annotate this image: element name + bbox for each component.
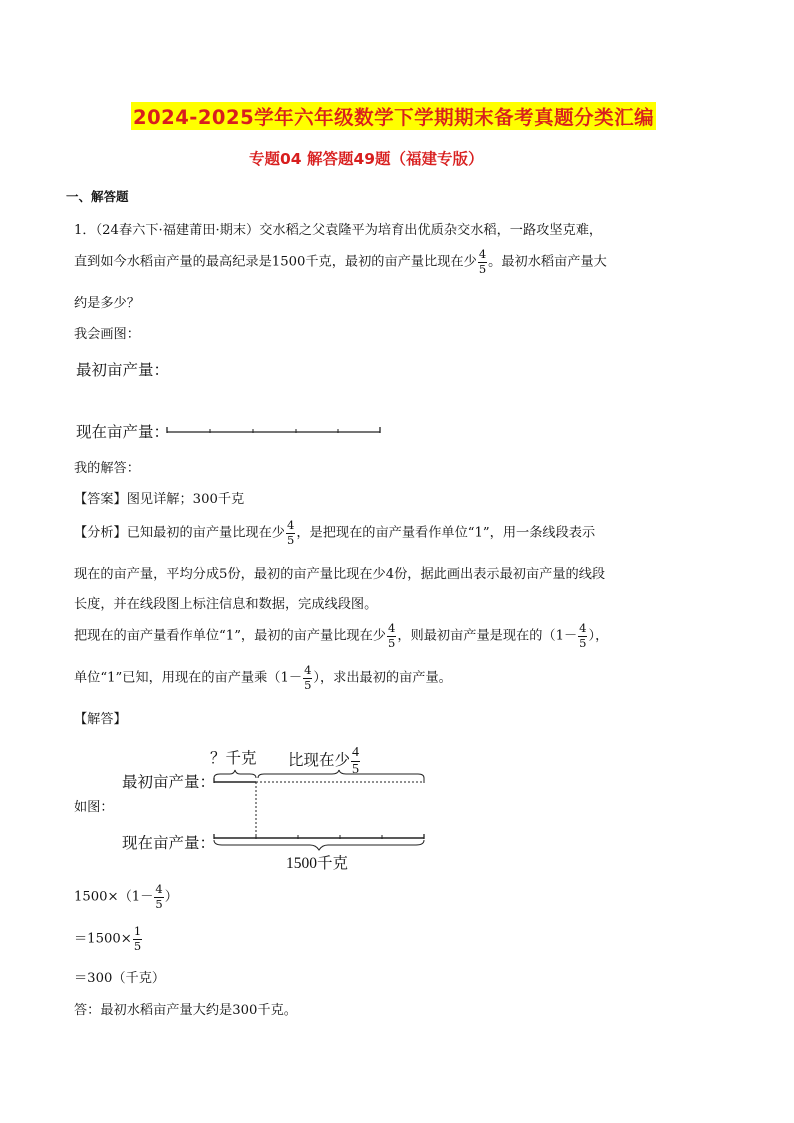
fraction: $\frac{4}{5}$ (155, 882, 163, 911)
solution-label: 【解答】 (74, 712, 127, 727)
my-answer-label: 我的解答： (74, 461, 140, 476)
less-than-current-label: 比现在少 $\frac{4}{5}$ (288, 745, 360, 777)
fraction: $\frac{4}{5}$ (579, 621, 587, 650)
fraction: $\frac{4}{5}$ (388, 621, 396, 650)
current-yield-label: 现在亩产量： (122, 835, 216, 852)
fraction: $\frac{4}{5}$ (478, 247, 487, 276)
draw-prompt: 我会画图： (74, 327, 140, 342)
answer-label: 【答案】图见详解；300千克 (74, 492, 245, 507)
fraction: $\frac{4}{5}$ (304, 663, 312, 692)
question-line-2: 直到如今水稻亩产量的最高纪录是1500千克，最初的亩产量比现在少 $\frac{4}{5}$ 。最初水稻亩产量大 (74, 247, 607, 276)
fraction: $\frac{1}{5}$ (133, 924, 142, 953)
final-answer: 答：最初水稻亩产量大约是300千克。 (74, 1003, 297, 1018)
question-line-1: 1．（24春六下·福建莆田·期末）交水稻之父袁隆平为培育出优质杂交水稻，一路攻坚克难， (74, 223, 603, 238)
document-title: 2024-2025学年六年级数学下学期期末备考真题分类汇编 (131, 102, 656, 130)
section-heading: 一、解答题 (66, 189, 129, 204)
total-kg-label: 1500千克 (286, 855, 349, 872)
initial-yield-label: 最初亩产量： (122, 774, 216, 791)
document-subtitle: 专题04 解答题49题（福建专版） (249, 150, 484, 168)
current-yield-label: 现在亩产量： (76, 424, 170, 441)
calc-step-2: ＝1500× $\frac{1}{5}$ (74, 924, 142, 953)
analysis-line-4: 把现在的亩产量看作单位“1”，最初的亩产量比现在少 $\frac{4}{5}$ ，则最初亩产量是现在的（1－ $\frac{4}{5}$ ）， (74, 621, 609, 650)
fraction: $\frac{4}{5}$ (352, 745, 360, 777)
calc-step-1: 1500×（1－ $\frac{4}{5}$ ） (74, 882, 178, 911)
question-line-3: 约是多少？ (74, 296, 140, 311)
initial-yield-label: 最初亩产量： (76, 362, 170, 379)
analysis-line-1: 【分析】已知最初的亩产量比现在少 $\frac{4}{5}$ ，是把现在的亩产量看作单位“1”，用一条线段表示 (74, 518, 596, 547)
unknown-kg-label: ？千克 (210, 750, 257, 767)
analysis-line-2: 现在的亩产量，平均分成5份，最初的亩产量比现在少4份，据此画出表示最初亩产量的线段 (74, 567, 606, 582)
analysis-line-5: 单位“1”已知，用现在的亩产量乘（1－ $\frac{4}{5}$ ），求出最初的亩产量。 (74, 663, 452, 692)
fraction: $\frac{4}{5}$ (287, 518, 295, 547)
as-shown-label: 如图： (74, 800, 114, 815)
segment-diagram (212, 768, 430, 852)
blank-segment-diagram (166, 426, 382, 438)
analysis-line-3: 长度，并在线段图上标注信息和数据，完成线段图。 (74, 597, 378, 612)
calc-step-3: ＝300（千克） (74, 971, 166, 986)
